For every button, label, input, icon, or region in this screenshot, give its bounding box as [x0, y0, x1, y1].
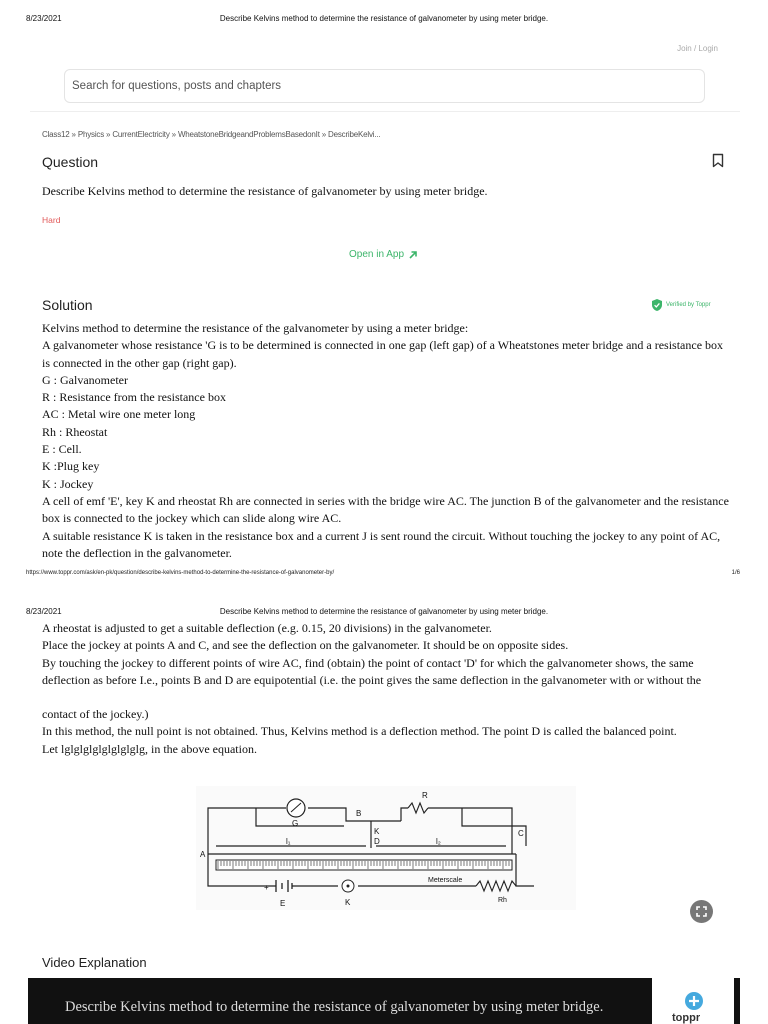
label-C: C — [518, 829, 524, 838]
video-caption: Describe Kelvins method to determine the resistance of galvanometer by using meter bridge. — [65, 999, 604, 1015]
solution-paragraph: By touching the jockey to different points of wire AC, find (obtain) the point of contact 'D' for which the galvanometer shows, the same deflection as before I.e., points B and D are equipotential (i.e. the point gives the same deflection in the galvanometer with or without the — [42, 655, 702, 687]
breadcrumb-item[interactable]: DescribeKelvi... — [328, 130, 381, 139]
label-E: E — [280, 899, 286, 908]
solution-body-page2 — [42, 620, 732, 689]
solution-paragraph: Let lglglglglglglglglg, in the above equation. — [42, 741, 257, 756]
print-date: 8/23/2021 — [26, 14, 62, 23]
solution-paragraph: Kelvins method to determine the resistance of the galvanometer by using a meter bridge: — [42, 321, 469, 335]
solution-paragraph: A cell of emf 'E', key K and rheostat Rh are connected in series with the bridge wire AC. The junction B of the galvanometer and the resistance box is connected to the jockey which can slide along wire AC. — [42, 493, 729, 526]
solution-paragraph: A suitable resistance K is taken in the resistance box and a current J is sent round the circuit. Without touching the jockey to any point of AC, note the deflection in the galvanometer. — [42, 528, 721, 560]
solution-paragraph: R : Resistance from the resistance box — [42, 390, 226, 405]
solution-paragraph: A galvanometer whose resistance 'G is to be determined is connected in one gap (left gap) of a Wheatstones meter bridge and a resistance box is connected in the other gap (right gap). — [42, 338, 724, 370]
toppr-logo-icon — [684, 991, 704, 1011]
open-in-app-label: Open in App — [349, 249, 405, 260]
solution-paragraph: G : Galvanometer — [42, 372, 128, 387]
solution-paragraph: Rh : Rheostat — [42, 424, 108, 439]
meter-scale — [216, 860, 512, 870]
breadcrumb-item[interactable]: Class12 — [42, 130, 70, 139]
print-doc-title: Describe Kelvins method to determine the resistance of galvanometer by using meter bridge. — [219, 14, 549, 23]
expand-image-button[interactable] — [690, 900, 713, 923]
fullscreen-icon — [690, 900, 713, 923]
header-divider — [30, 111, 740, 112]
verified-shield-icon — [650, 298, 664, 312]
label-D: D — [374, 837, 380, 846]
solution-body-page2-cont — [42, 706, 732, 758]
solution-paragraph: E : Cell. — [42, 442, 82, 457]
label-G: G — [292, 819, 299, 828]
label-R: R — [422, 791, 428, 800]
open-in-app-button[interactable] — [349, 249, 418, 260]
verified-badge: Verified by Toppr — [650, 298, 711, 312]
label-Rh: Rh — [498, 897, 507, 904]
solution-heading: Solution — [42, 297, 93, 313]
breadcrumb: Class12 » Physics » CurrentElectricity » WheatstoneBridgeandProblemsBasedonIt » DescribeKelvi... — [42, 130, 381, 139]
label-l1: l₁ — [286, 837, 291, 846]
question-text: Describe Kelvins method to determine the resistance of galvanometer by using meter bridge. — [42, 184, 488, 198]
difficulty-badge: Hard — [42, 215, 61, 225]
label-l2: l₂ — [436, 837, 441, 846]
label-A: A — [200, 850, 206, 859]
label-K-jockey: K — [374, 827, 380, 836]
print-page-number: 1/6 — [731, 570, 740, 576]
solution-body-page1 — [42, 320, 732, 562]
print-url: https://www.toppr.com/ask/en-pk/question/describe-kelvins-method-to-determine-the-resistance-of-galvanometer-by/ — [26, 570, 335, 576]
solution-paragraph: Place the jockey at points A and C, and see the deflection on the galvanometer. It should be on opposite sides. — [42, 638, 569, 653]
solution-paragraph: contact of the jockey.) — [42, 707, 149, 721]
solution-paragraph: In this method, the null point is not obtained. Thus, Kelvins method is a deflection method. The point D is called the balanced point. — [42, 724, 677, 739]
label-K-key: K — [345, 898, 351, 907]
label-B: B — [356, 809, 362, 818]
video-player[interactable] — [28, 978, 740, 1024]
print-date: 8/23/2021 — [26, 607, 62, 616]
video-brand: toppr — [672, 1012, 701, 1024]
bookmark-icon[interactable] — [712, 153, 724, 168]
video-explanation-heading: Video Explanation — [42, 955, 147, 970]
label-meterscale: Meterscale — [428, 877, 463, 884]
solution-paragraph: AC : Metal wire one meter long — [42, 407, 196, 422]
print-doc-title: Describe Kelvins method to determine the resistance of galvanometer by using meter bridge. — [219, 607, 549, 616]
solution-paragraph: K :Plug key — [42, 459, 100, 474]
arrow-up-right-icon — [408, 250, 418, 260]
breadcrumb-item[interactable]: CurrentElectricity — [112, 130, 170, 139]
meter-bridge-circuit-diagram — [196, 786, 576, 910]
label-plus: + — [264, 883, 269, 892]
solution-paragraph: K : Jockey — [42, 476, 94, 491]
search-input[interactable]: Search for questions, posts and chapters — [64, 69, 705, 103]
breadcrumb-item[interactable]: WheatstoneBridgeandProblemsBasedonIt — [177, 130, 320, 139]
login-link[interactable]: Join / Login — [677, 44, 718, 53]
solution-paragraph: A rheostat is adjusted to get a suitable deflection (e.g. 0.15, 20 divisions) in the galvanometer. — [42, 621, 492, 635]
question-heading: Question — [42, 154, 99, 170]
breadcrumb-item[interactable]: Physics — [77, 130, 104, 139]
